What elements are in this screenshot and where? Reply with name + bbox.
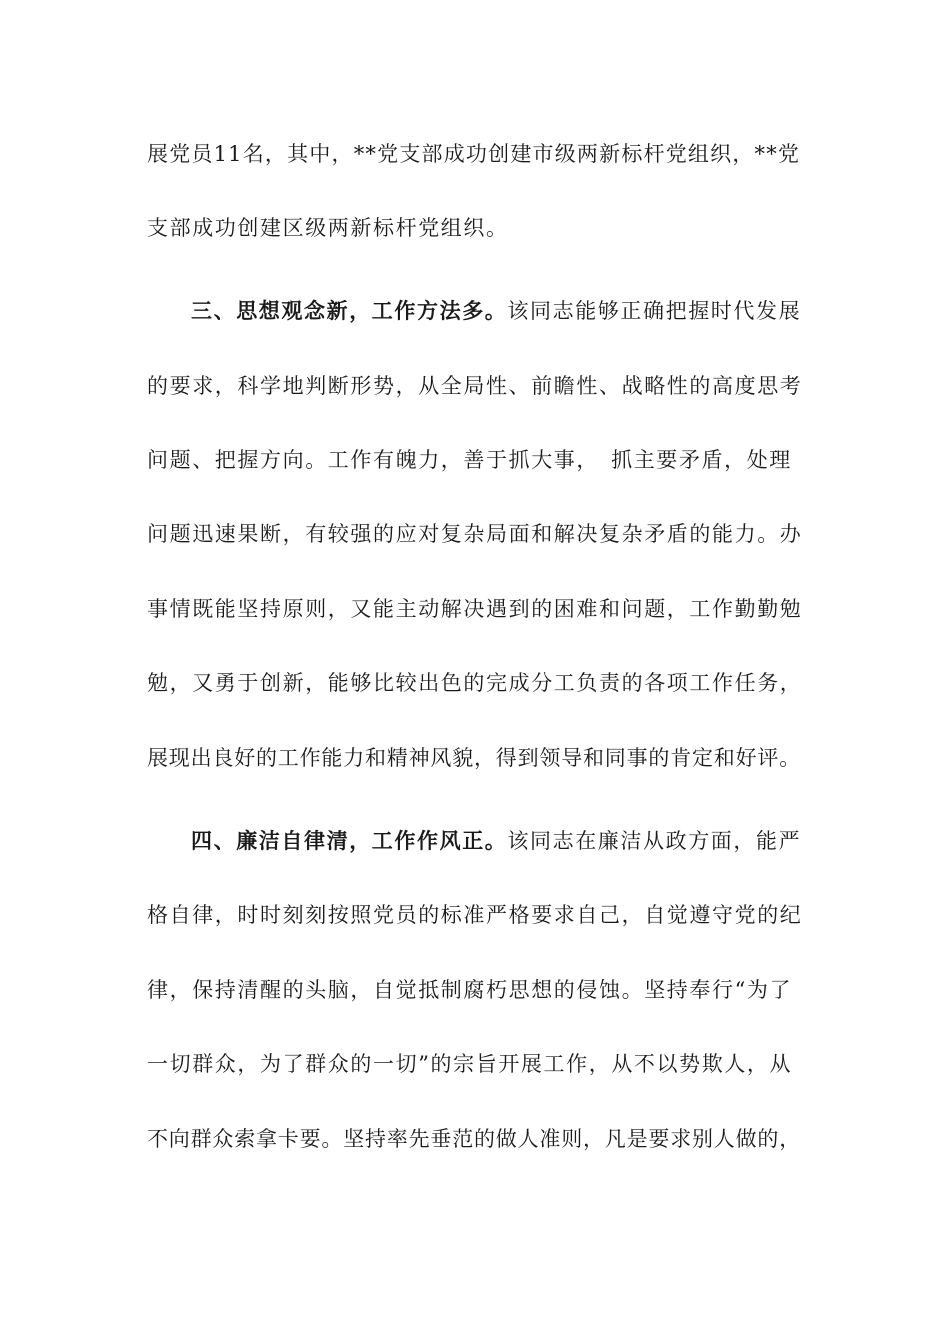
text-line — [147, 738, 801, 778]
text-line — [147, 589, 802, 629]
section-heading-line — [191, 291, 801, 331]
section-heading: 四、廉洁自律清，工作作风正。 — [191, 828, 508, 853]
section-heading: 三、思想观念新，工作方法多。 — [191, 298, 508, 323]
line-text: 支部成功创建区级两新标杆党组织。 — [147, 216, 509, 240]
line-text: 事情既能坚持原则，又能主动解决遇到的困难和问题，工作勤勤勉 — [147, 597, 803, 621]
section-heading-line — [191, 821, 801, 861]
line-text: 格自律，时时刻刻按照党员的标准严格要求自己，自觉遵守党的纪 — [147, 903, 803, 927]
text-line — [147, 514, 802, 554]
line-text: 勉，又勇于创新，能够比较出色的完成分工负责的各项工作任务， — [147, 671, 803, 695]
line-text: 问题、把握方向。工作有魄力，善于抓大事， 抓主要矛盾，处理 — [147, 448, 792, 472]
line-text: 不向群众索拿卡要。坚持率先垂范的做人准则，凡是要求别人做的， — [147, 1127, 801, 1151]
line-text: 的要求，科学地判断形势，从全局性、前瞻性、战略性的高度思考 — [147, 374, 803, 398]
text-line — [147, 440, 792, 480]
text-line — [147, 208, 509, 248]
text-line — [147, 1044, 792, 1084]
line-text: 问题迅速果断，有较强的应对复杂局面和解决复杂矛盾的能力。办 — [147, 522, 803, 546]
text-line — [147, 134, 800, 174]
line-text: 展现出良好的工作能力和精神风貌，得到领导和同事的肯定和好评。 — [147, 746, 801, 770]
text-line — [147, 1119, 801, 1159]
line-text: 展党员11名，其中，**党支部成功创建市级两新标杆党组织，**党 — [147, 142, 801, 166]
text-line — [147, 970, 792, 1010]
line-text: 该同志能够正确把握时代发展 — [507, 299, 802, 323]
line-text: 一切群众，为了群众的一切”的宗旨开展工作，从不以势欺人，从 — [147, 1052, 793, 1076]
line-text: 律，保持清醒的头脑，自觉抵制腐朽思想的侵蚀。坚持奉行“为了 — [147, 978, 793, 1002]
text-line — [147, 895, 802, 935]
text-line — [147, 663, 802, 703]
text-line — [147, 366, 802, 406]
line-text: 该同志在廉洁从政方面，能严 — [507, 829, 802, 853]
